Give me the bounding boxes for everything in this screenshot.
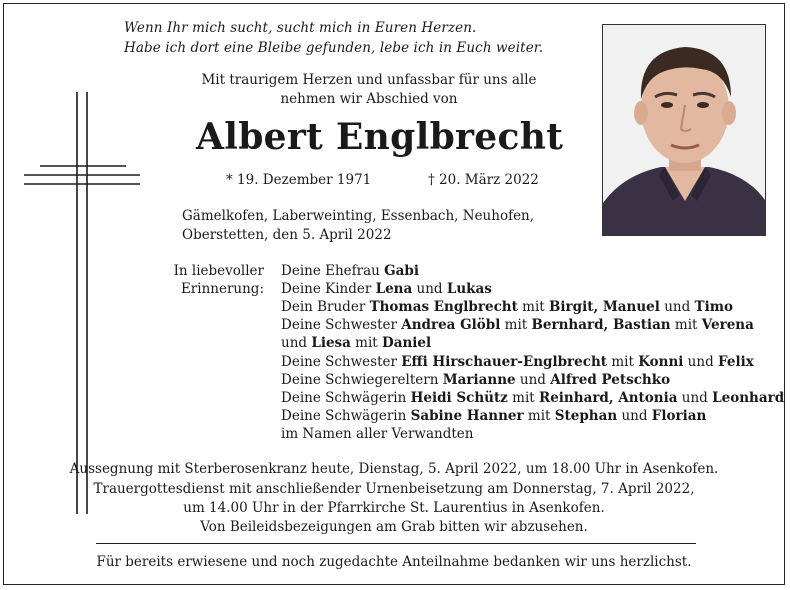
mourner-text: mit: [500, 317, 532, 334]
mourner-name: Gabi: [384, 263, 419, 279]
mourner-name: Andrea Glöbl: [401, 317, 501, 334]
mourner-line: [281, 426, 473, 442]
mourner-text: Deine Schwester: [281, 353, 402, 370]
mourner-name: Timo: [694, 299, 733, 316]
place-line-1: Gämelkofen, Laberweinting, Essenbach, Neuhofen,: [182, 208, 535, 224]
mourner-text: und: [683, 353, 719, 370]
mourner-name: Verena: [701, 317, 754, 334]
mourner-text: mit: [607, 353, 639, 370]
divider-line: [96, 543, 696, 544]
service-line-3: um 14.00 Uhr in der Pfarrkirche St. Laurentius in Asenkofen.: [183, 500, 605, 516]
mourner-text: und: [659, 299, 695, 316]
mourner-text: Dein Bruder: [281, 299, 370, 316]
mourner-name: Stephan: [554, 407, 618, 424]
mourner-text: Deine Schwägerin: [281, 407, 411, 424]
mourner-name: Felix: [718, 353, 754, 370]
mourner-text: und: [617, 407, 652, 424]
mourner-line: [281, 263, 419, 279]
deceased-name: Albert Englbrecht: [196, 116, 564, 158]
thanks-text: Für bereits erwiesene und noch zugedachte Anteilnahme bedanken wir uns herzlichst.: [96, 554, 692, 570]
portrait-photo: [602, 24, 766, 236]
mourner-name: Alfred Petschko: [550, 371, 671, 388]
remembrance-label-line-2: Erinnerung:: [180, 281, 264, 297]
mourner-name: Florian: [651, 407, 707, 424]
place-line-2: Oberstetten, den 5. April 2022: [182, 227, 392, 243]
quote-line-2: Habe ich dort eine Bleibe gefunden, lebe ich in Euch weiter.: [124, 40, 544, 56]
mourner-name: Bernhard, Bastian: [531, 317, 671, 334]
mourner-line: [281, 408, 706, 424]
mourner-name: Liesa: [311, 335, 351, 352]
portrait-image: [603, 25, 766, 236]
mourner-name: Daniel: [382, 335, 432, 352]
mourner-name: Thomas Englbrecht: [369, 299, 518, 316]
death-date: † 20. März 2022: [428, 172, 539, 188]
mourner-line: [281, 317, 754, 333]
mourner-name: Lukas: [446, 281, 492, 298]
service-line-2: Trauergottesdienst mit anschließender Urnenbeisetzung am Donnerstag, 7. April 2022,: [93, 481, 695, 497]
intro-line-2: nehmen wir Abschied von: [280, 91, 458, 107]
mourner-line: [281, 335, 431, 351]
mourner-text: und: [677, 389, 713, 406]
mourner-name: Lena: [375, 281, 413, 298]
mourner-line: [281, 281, 492, 297]
mourner-name: Effi Hirschauer-Englbrecht: [401, 353, 608, 370]
quote-line-1: Wenn Ihr mich sucht, sucht mich in Euren Herzen.: [124, 20, 477, 36]
mourner-name: Heidi Schütz: [410, 389, 508, 406]
birth-date: * 19. Dezember 1971: [226, 172, 372, 188]
service-line-1: Aussegnung mit Sterberosenkranz heute, Dienstag, 5. April 2022, um 18.00 Uhr in Asenkofen.: [69, 461, 719, 477]
mourner-line: [281, 299, 733, 315]
cross-icon: [20, 74, 144, 516]
obituary-notice: [3, 3, 785, 585]
service-line-4: Von Beileidsbezeigungen am Grab bitten wir abzusehen.: [200, 519, 588, 535]
mourner-text: Deine Schwiegereltern: [281, 371, 443, 388]
mourner-text: mit: [350, 335, 383, 352]
mourner-text: Deine Kinder: [281, 281, 376, 298]
mourner-line: [281, 372, 670, 388]
mourner-line: [281, 390, 784, 406]
mourner-name: Konni: [638, 353, 684, 370]
mourner-name: Leonhard: [712, 389, 785, 406]
mourner-name: Marianne: [442, 371, 516, 388]
mourner-text: und: [515, 371, 551, 388]
mourner-text: mit: [507, 389, 539, 406]
mourner-name: Birgit, Manuel: [549, 299, 660, 316]
mourner-text: und: [412, 281, 447, 298]
mourner-text: mit: [670, 317, 702, 334]
intro-line-1: Mit traurigem Herzen und unfassbar für uns alle: [201, 72, 537, 88]
mourner-name: Reinhard, Antonia: [539, 389, 678, 406]
mourner-text: mit: [523, 407, 555, 424]
mourner-text: Deine Schwägerin: [281, 389, 411, 406]
mourner-text: Deine Ehefrau: [281, 263, 385, 279]
mourner-text: mit: [517, 299, 549, 316]
mourner-name: Sabine Hanner: [410, 407, 524, 424]
mourner-text: Deine Schwester: [281, 317, 402, 334]
mourner-text: und: [281, 335, 312, 352]
mourner-line: [281, 354, 754, 370]
mourner-text: im Namen aller Verwandten: [281, 425, 474, 442]
remembrance-label-line-1: In liebevoller: [173, 263, 264, 279]
